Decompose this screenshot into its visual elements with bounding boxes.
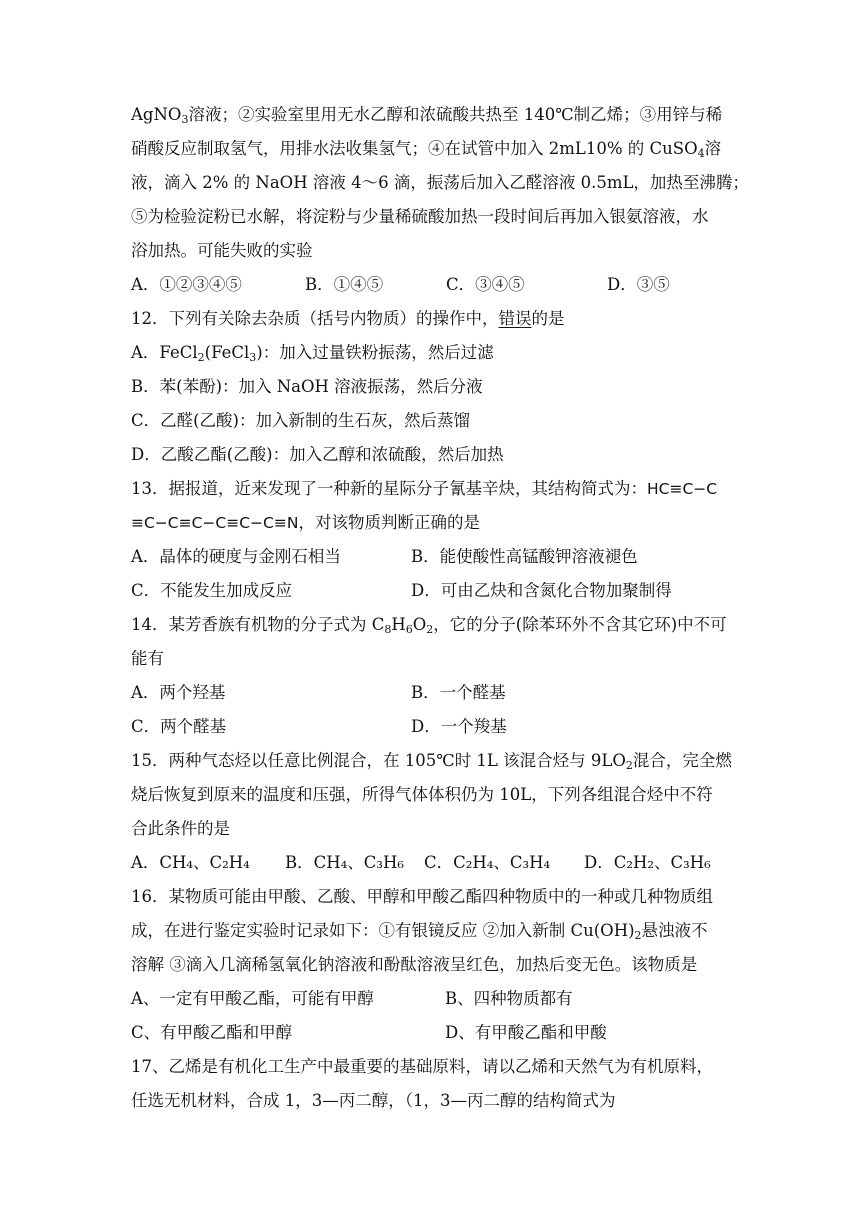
underlined-word: 错误 [498,309,532,328]
q15-option-c: C．C₂H₄、C₃H₄ [424,853,551,872]
q12-option-a: A．FeCl$_2$(FeCl$_3$)：加入过量铁粉振荡，然后过滤 [131,343,494,364]
q13-option-a: A．晶体的硬度与金刚石相当 [131,547,341,566]
q11-option-b: B．①④⑤ [305,275,384,294]
q13-stem-line-2: ≡C−C≡C−C≡C−C≡N，对该物质判断正确的是 [131,513,480,532]
q15-option-b: B．CH₄、C₃H₆ [285,853,404,872]
q15-stem-line-1: 15．两种气态烃以任意比例混合，在 105℃时 1L 该混合烃与 $9LO_2$混合，完全燃 [131,751,732,772]
q11-line-4: ⑤为检验淀粉已水解，将淀粉与少量稀硫酸加热一段时间后再加入银氨溶液，水 [131,207,709,226]
q14-stem-line-1: 14．某芳香族有机物的分子式为 $C_8H_6O_2$，它的分子(除苯环外不含其它环)中不可 [131,615,727,636]
q13-option-c: C．不能发生加成反应 [131,581,293,600]
q13-stem-line-1: 13．据报道，近来发现了一种新的星际分子氰基辛炔，其结构简式为：HC≡C−C [131,479,718,498]
q11-option-a: A．①②③④⑤ [131,275,242,294]
q16-stem-line-1: 16．某物质可能由甲酸、乙酸、甲醇和甲酸乙酯四种物质中的一种或几种物质组 [131,887,713,906]
q14-option-c: C．两个醛基 [131,717,227,736]
q11-option-d: D．③⑤ [607,275,670,294]
q12-stem: 12．下列有关除去杂质（括号内物质）的操作中，错误的是 [131,309,565,328]
q12-option-d: D．乙酸乙酯(乙酸)：加入乙醇和浓硫酸，然后加热 [131,445,504,464]
q14-option-b: B．一个醛基 [411,683,506,702]
q16-option-c: C、有甲酸乙酯和甲醇 [131,1023,293,1042]
q15-option-d: D．C₂H₂、C₃H₆ [584,853,711,872]
q11-line-2: 硝酸反应制取氢气，用排水法收集氢气；④在试管中加入 2mL10% 的 CuSO$_4$溶 [131,139,722,160]
q17-stem-line-2: 任选无机材料，合成 1，3—丙二醇，（1，3—丙二醇的结构简式为 [131,1091,616,1110]
q16-option-b: B、四种物质都有 [445,989,573,1008]
q15-stem-line-3: 合此条件的是 [131,819,230,838]
q13-option-d: D．可由乙炔和含氮化合物加聚制得 [411,581,672,600]
q16-option-d: D、有甲酸乙酯和甲酸 [445,1023,607,1042]
q11-option-c: C．③④⑤ [446,275,525,294]
q14-option-a: A．两个羟基 [131,683,226,702]
q16-stem-line-2: 成，在进行鉴定实验时记录如下：①有银镜反应 ②加入新制 $Cu(OH)_2$悬浊液不 [131,921,708,942]
q11-line-5: 浴加热。可能失败的实验 [131,241,313,260]
structural-formula: HC≡C−C [647,480,718,498]
q11-line-3: 液，滴入 2% 的 NaOH 溶液 4～6 滴，振荡后加入乙醛溶液 0.5mL，加热至沸腾； [131,173,749,192]
q14-option-d: D．一个羧基 [411,717,507,736]
q12-option-b: B．苯(苯酚)：加入 NaOH 溶液振荡，然后分液 [131,377,483,396]
q13-option-b: B．能使酸性高锰酸钾溶液褪色 [411,547,638,566]
q16-stem-line-3: 溶解 ③滴入几滴稀氢氧化钠溶液和酚酞溶液呈红色，加热后变无色。该物质是 [131,955,698,974]
q15-option-a: A．CH₄、C₂H₄ [131,853,250,872]
q11-line-1: AgNO$_3$溶液；②实验室里用无水乙醇和浓硫酸共热至 140℃制乙烯；③用锌与稀 [131,105,723,126]
q12-option-c: C．乙醛(乙酸)：加入新制的生石灰，然后蒸馏 [131,411,470,430]
q15-stem-line-2: 烧后恢复到原来的温度和压强，所得气体体积仍为 10L，下列各组混合烃中不符 [131,785,713,804]
q16-option-a: A、一定有甲酸乙酯，可能有甲醇 [131,989,374,1008]
structural-formula: ≡C−C≡C−C≡C−C≡N [131,514,299,532]
q17-stem-line-1: 17、乙烯是有机化工生产中最重要的基础原料，请以乙烯和天然气为有机原料， [131,1057,713,1076]
q14-stem-line-2: 能有 [131,649,164,668]
